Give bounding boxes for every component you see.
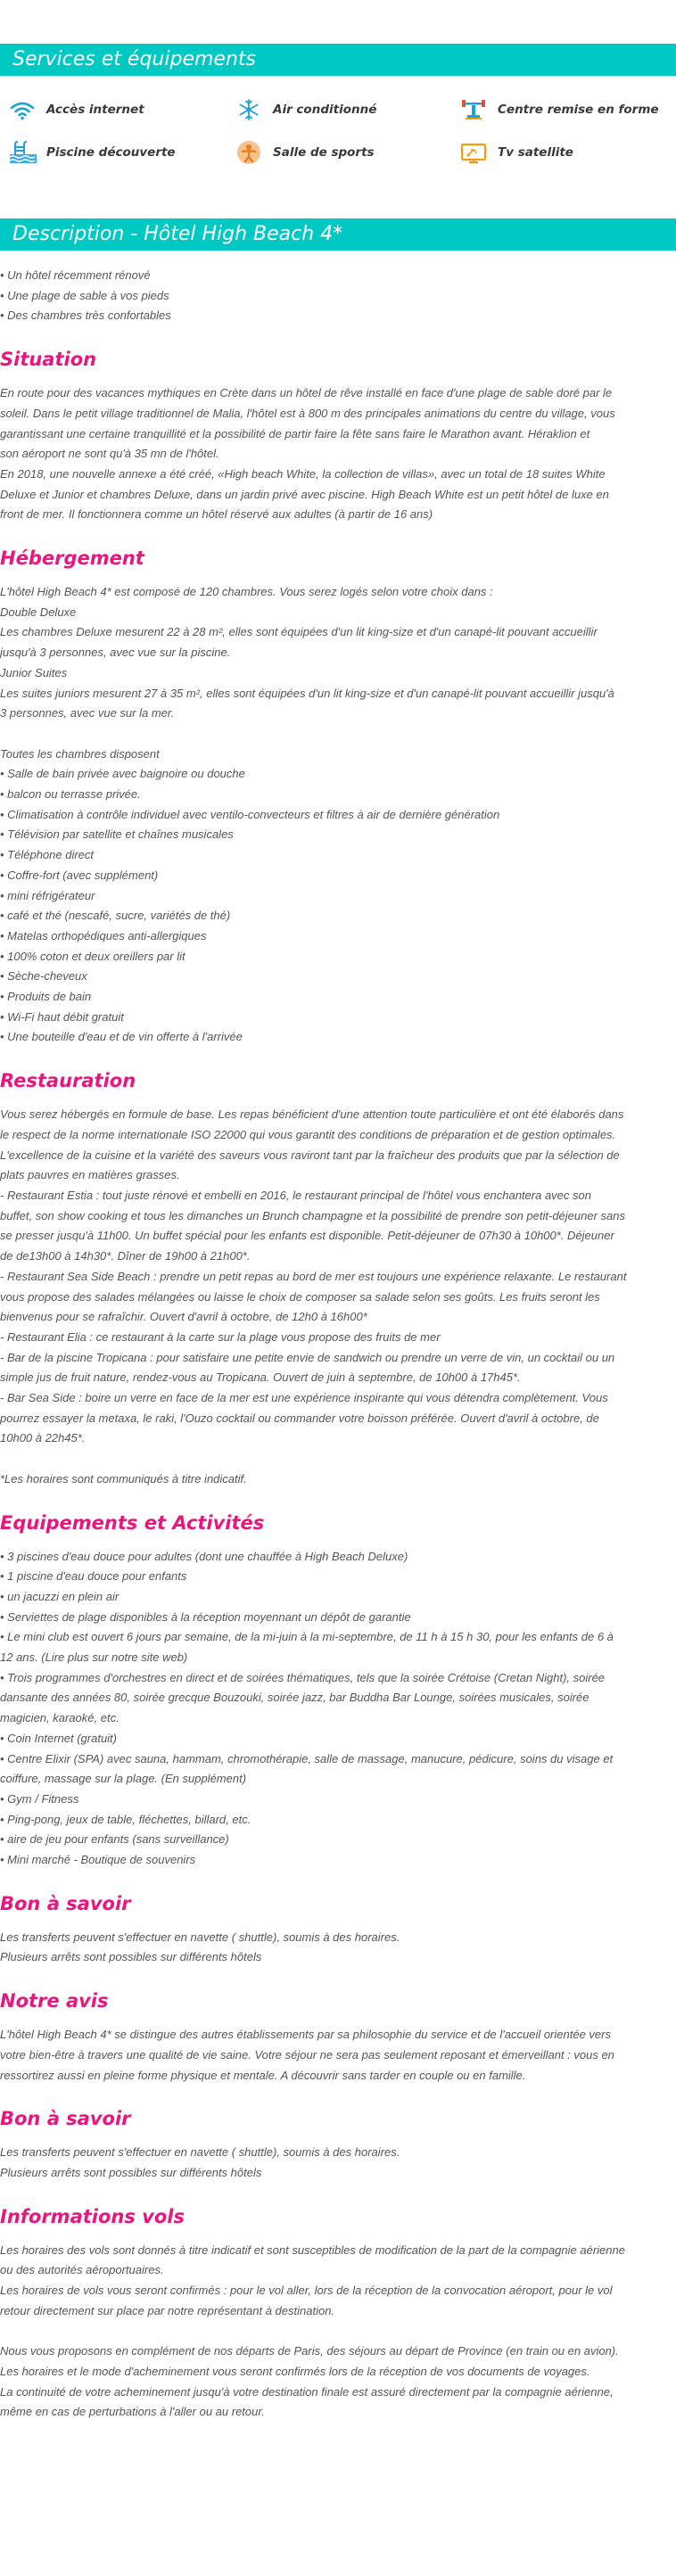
hebergement-text: [0, 582, 669, 764]
text-line: coiffure, massage sur la plage. (En supplément): [0, 1772, 247, 1786]
list-item: • Téléphone direct: [0, 845, 669, 866]
text-line: 12 ans. (Lire plus sur notre site web): [0, 1650, 188, 1665]
text-line: Plusieurs arrêts sont possibles sur différents hôtels: [0, 1950, 262, 1964]
text-line: • Trois programmes d'orchestres en direct et de soirées thématiques, tels que la soirée Crétoise (Cretan Night), soirée: [0, 1670, 606, 1684]
text-line: - Bar Sea Side : boire un verre en face de la mer est une expérience inspirante qui vous détendra complètement. Vous: [0, 1391, 608, 1405]
wifi-icon: [9, 98, 39, 121]
text-line: • 1 piscine d'eau douce pour enfants: [0, 1569, 187, 1584]
text-line: front de mer. Il fonctionnera comme un hôtel réservé aux adultes (à partir de 16 ans): [0, 507, 433, 522]
weights-icon: [460, 98, 491, 121]
text-line: votre bien-être à travers une qualité de vie saine. Votre séjour ne sera pas seulement reposant et émerveillant : vous en: [0, 2047, 614, 2062]
informations-vols-heading: Informations vols: [0, 2205, 185, 2227]
text-line: Les transferts peuvent s'effectuer en navette ( shuttle), soumis à des horaires.: [0, 1930, 400, 1944]
text-line: L'excellence de la cuisine et la variété des saveurs vous raviront tant par la fraîcheur des produits que par la sélection de: [0, 1148, 620, 1162]
text-line: vous propose des salades mélangées ou laisse le choix de composer sa salade selon ses goûts. Les fruits seront les: [0, 1289, 600, 1304]
service-tv: [460, 141, 573, 164]
restauration-heading: Restauration: [0, 1070, 136, 1092]
list-item: • café et thé (nescafé, sucre, variétés de thé): [0, 906, 669, 926]
text-line: Nous vous proposons en complément de nos départs de Paris, des séjours au départ de Province (en train ou en avion).: [0, 2344, 619, 2358]
text-line: jusqu'à 3 personnes, avec vue sur la piscine.: [0, 646, 231, 660]
list-item: • 100% coton et deux oreillers par lit: [0, 947, 669, 967]
list-item: • Une bouteille d'eau et de vin offerte à l'arrivée: [0, 1027, 669, 1048]
description-banner: Description - Hôtel High Beach 4*: [0, 218, 676, 251]
list-item: • Wi-Fi haut débit gratuit: [0, 1008, 669, 1028]
service-label: Salle de sports: [273, 145, 375, 160]
text-line: • Serviettes de plage disponibles à la réception moyennant un dépôt de garantie: [0, 1609, 411, 1624]
text-line: bienvenus pour se rafraîchir. Ouvert d'avril à octobre, de 12h0 à 16h00*: [0, 1310, 367, 1324]
list-item: • Climatisation à contrôle individuel avec ventilo-convecteurs et filtres à air de dernière génération: [0, 805, 669, 826]
text-line: L'hôtel High Beach 4* se distingue des autres établissements par sa philosophie du service et de l'accueil orientée vers: [0, 2028, 611, 2042]
service-gym: [460, 98, 659, 121]
service-internet: [9, 98, 144, 121]
text-line: • Ping-pong, jeux de table, fléchettes, billard, etc.: [0, 1812, 251, 1826]
list-item: • Une plage de sable à vos pieds: [0, 286, 669, 307]
text-line: magicien, karaoké, etc.: [0, 1711, 120, 1725]
situation-text: [0, 383, 669, 525]
restauration-text: [0, 1105, 669, 1489]
text-line: de de13h00 à 14h30*. Dîner de 19h00 à 21h00*.: [0, 1249, 251, 1263]
text-line: • 3 piscines d'eau douce pour adultes (dont une chauffée à High Beach Deluxe): [0, 1549, 408, 1563]
text-line: • Mini marché - Boutique de souvenirs: [0, 1853, 196, 1867]
text-line: [0, 1449, 669, 1469]
text-line: retour directement sur place par notre représentant à destination.: [0, 2303, 335, 2317]
equipements-text: [0, 1547, 669, 1871]
service-label: Air conditionné: [273, 103, 377, 117]
list-item: • Télévision par satellite et chaînes musicales: [0, 825, 669, 845]
text-line: Toutes les chambres disposent: [0, 746, 160, 761]
text-line: *Les horaires sont communiqués à titre indicatif.: [0, 1471, 247, 1486]
text-line: son aéroport ne sont qu'à 35 mn de l'hôtel.: [0, 447, 219, 461]
list-item: • Salle de bain privée avec baignoire ou douche: [0, 764, 669, 785]
service-label: Centre remise en forme: [498, 103, 659, 117]
text-line: même en cas de perturbations à l'aller ou au retour.: [0, 2405, 265, 2419]
text-line: - Restaurant Estia : tout juste rénové et embelli en 2016, le restaurant principal de l'hôtel vous enchantera avec son: [0, 1189, 591, 1202]
bon-a-savoir-text: [0, 1928, 669, 1968]
text-line: se presser jusqu'à 11h00. Un buffet spécial pour les enfants est disponible. Petit-déjeuner de 07h30 à 10h00*. Déjeuner: [0, 1229, 614, 1243]
text-line: dansante des années 80, soirée grecque Bouzouki, soirée jazz, bar Buddha Bar Lounge, soirées musicales, soirée: [0, 1691, 589, 1705]
text-line: L'hôtel High Beach 4* est composé de 120 chambres. Vous serez logés selon votre choix dans :: [0, 585, 493, 599]
text-line: Les horaires des vols sont donnés à titre indicatif et sont susceptibles de modification de la part de la compagnie aérienne: [0, 2243, 625, 2257]
hebergement-heading: Hébergement: [0, 547, 144, 570]
text-line: En 2018, une nouvelle annexe a été créé, «High beach White, la collection de villas», avec un total de 18 suites White: [0, 466, 606, 481]
text-line: Les horaires de vols vous seront confirmés : pour le vol aller, lors de la réception de la convocation aéroport, pour le vol: [0, 2284, 613, 2298]
notre-avis-heading: Notre avis: [0, 1990, 109, 2012]
text-line: ressortirez aussi en pleine forme physique et mentale. A découvrir sans tarder en couple ou en famille.: [0, 2068, 526, 2082]
pool-icon: [9, 141, 39, 164]
service-pool: [9, 141, 176, 164]
text-line: [0, 724, 669, 745]
text-line: 3 personnes, avec vue sur la mer.: [0, 706, 175, 720]
text-line: Vous serez hébergés en formule de base. Les repas bénéficient d'une attention toute particulière et ont été élaborés dans: [0, 1107, 624, 1122]
tv-icon: [460, 141, 491, 164]
list-item: • mini réfrigérateur: [0, 886, 669, 907]
text-line: Deluxe et Junior et chambres Deluxe, dans un jardin privé avec piscine. High Beach White est un petit hôtel de luxe en: [0, 487, 609, 501]
service-label: Tv satellite: [498, 145, 573, 160]
services-banner: Services et équipements: [0, 44, 676, 76]
text-line: Les suites juniors mesurent 27 à 35 m², elles sont équipées d'un lit king-size et d'un canapé-lit pouvant accueillir jusqu'à: [0, 686, 614, 700]
text-line: La continuité de votre acheminement jusqu'à votre destination finale est assuré directement par la compagnie aérienne,: [0, 2384, 614, 2399]
text-line: ou des autorités aéroportuaires.: [0, 2263, 164, 2277]
text-line: - Restaurant Elia : ce restaurant à la carte sur la plage vous propose des fruits de mer: [0, 1329, 441, 1344]
text-line: Les chambres Deluxe mesurent 22 à 28 m², elles sont équipées d'un lit king-size et d'un canapé-lit pouvant accueillir: [0, 625, 598, 639]
text-line: • Gym / Fitness: [0, 1791, 79, 1806]
text-line: simple jus de fruit nature, rendez-vous au Tropicana. Ouvert de juin à septembre, de 10h00 à 17h45*.: [0, 1370, 521, 1385]
text-line: En route pour des vacances mythiques en Crète dans un hôtel de rêve installé en face d'une plage de sable doré par le: [0, 386, 613, 400]
text-line: 10h00 à 22h45*.: [0, 1431, 86, 1445]
service-sports: [235, 141, 375, 164]
bon-a-savoir-text: [0, 2143, 669, 2183]
description-content: [0, 266, 669, 2423]
bon-a-savoir-heading: Bon à savoir: [0, 2108, 131, 2130]
text-line: • aire de jeu pour enfants (sans surveillance): [0, 1832, 229, 1847]
intro-bullets: [0, 266, 669, 326]
text-line: - Restaurant Sea Side Beach : prendre un petit repas au bord de mer est toujours une expérience relaxante. Le restaurant: [0, 1269, 627, 1283]
text-line: Double Deluxe: [0, 605, 77, 619]
text-line: buffet, son show cooking et tous les dimanches un Brunch champagne et la possibilité de prendre son petit-déjeuner sans: [0, 1208, 625, 1222]
text-line: - Bar de la piscine Tropicana : pour satisfaire une petite envie de sandwich ou prendre un verre de vin, un cocktail ou un: [0, 1350, 615, 1364]
list-item: • balcon ou terrasse privée.: [0, 785, 669, 805]
equipements-heading: Equipements et Activités: [0, 1511, 265, 1534]
text-line: plats pauvres en matières grasses.: [0, 1168, 180, 1182]
list-item: • Matelas orthopédiques anti-allergiques: [0, 926, 669, 947]
room-amenities-list: [0, 764, 669, 1048]
text-line: Les horaires et le mode d'acheminement vous seront confirmés lors de la réception de vos documents de voyages.: [0, 2364, 590, 2378]
list-item: • Un hôtel récemment rénové: [0, 266, 669, 286]
situation-heading: Situation: [0, 349, 97, 371]
text-line: Junior Suites: [0, 665, 68, 679]
list-item: • Coffre-fort (avec supplément): [0, 866, 669, 886]
services-grid: [0, 91, 676, 171]
list-item: • Des chambres très confortables: [0, 306, 669, 326]
text-line: soleil. Dans le petit village traditionnel de Malia, l'hôtel est à 800 m des principales animations du centre du village, vous: [0, 406, 615, 420]
text-line: [0, 2322, 669, 2342]
bon-a-savoir-heading: Bon à savoir: [0, 1892, 131, 1914]
text-line: le respect de la norme internationale ISO 22000 qui vous garantit des conditions de préparation et de gestion optimales.: [0, 1127, 616, 1141]
text-line: • Le mini club est ouvert 6 jours par semaine, de la mi-juin à la mi-septembre, de 11 h à 15 h 30, pour les enfants de 6 à: [0, 1630, 614, 1644]
text-line: pourrez essayer la metaxa, le raki, l'Ouzo cocktail ou commander votre boisson préférée. Ouvert d'avril à octobre, de: [0, 1411, 599, 1425]
text-line: garantissant une certaine tranquillité et la possibilité de partir faire la fête sans faire le Marathon avant. Héraklion et: [0, 426, 590, 440]
text-line: • un jacuzzi en plein air: [0, 1589, 120, 1603]
service-label: Accès internet: [46, 103, 144, 117]
text-line: Plusieurs arrêts sont possibles sur différents hôtels: [0, 2166, 262, 2179]
service-label: Piscine découverte: [46, 145, 176, 160]
snowflake-icon: [235, 98, 266, 121]
informations-vols-text: [0, 2241, 669, 2423]
service-ac: [235, 98, 376, 121]
list-item: • Sèche-cheveux: [0, 967, 669, 987]
text-line: Les transferts peuvent s'effectuer en navette ( shuttle), soumis à des horaires.: [0, 2145, 400, 2160]
text-line: • Coin Internet (gratuit): [0, 1731, 117, 1745]
text-line: • Centre Elixir (SPA) avec sauna, hammam, chromothérapie, salle de massage, manucure, pédicure, soins du visage et: [0, 1751, 614, 1765]
notre-avis-text: [0, 2025, 669, 2086]
fitness-icon: [235, 141, 266, 164]
list-item: • Produits de bain: [0, 987, 669, 1008]
